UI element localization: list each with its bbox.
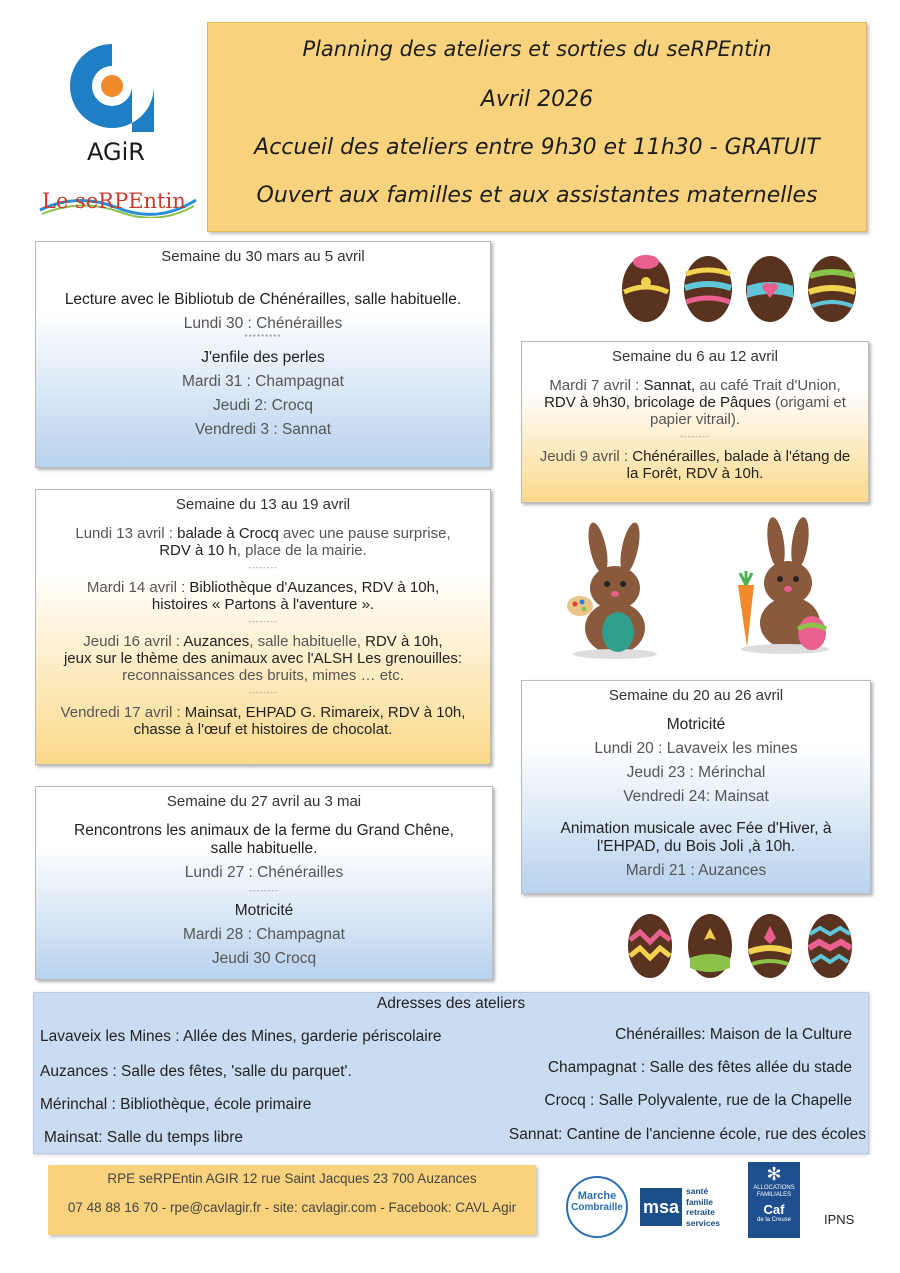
bunny-carrot-illustration <box>730 515 830 655</box>
marche-combraille-logo: Marche Combraille <box>566 1176 628 1238</box>
addresses-title: Adresses des ateliers <box>376 995 526 1012</box>
separator: -------- <box>249 886 279 895</box>
activity-text: Lecture avec le Bibliotub de Chénérailles, salle habituelle. <box>64 291 462 308</box>
serpentin-logo <box>38 186 198 218</box>
msa-logo: msa <box>640 1188 682 1226</box>
activity-text: Mardi 7 avril : Sannat, au café Trait d'Union, RDV à 9h30, bricolage de Pâques (origami et papier vitrail). <box>544 377 846 428</box>
activity-date: Mardi 21 : Auzances <box>625 862 767 879</box>
activity-text: Jeudi 9 avril : Chénérailles, balade à l'étang de la Forêt, RDV à 10h. <box>539 448 851 482</box>
activity-date: Vendredi 3 : Sannat <box>194 421 332 438</box>
address-item: Sannat: Cantine de l'ancienne école, rue des écoles <box>508 1126 866 1143</box>
address-item: Mainsat: Salle du temps libre <box>44 1129 244 1146</box>
header-hours: Accueil des ateliers entre 9h30 et 11h30 - GRATUIT <box>254 135 820 160</box>
activity-date: Lundi 27 : Chénérailles <box>184 864 344 881</box>
addresses-panel <box>33 992 869 1154</box>
serpentin-text: Le seRPEntin <box>42 189 186 213</box>
footer-contact: 07 48 88 16 70 - rpe@cavlagir.fr - site: cavlagir.com - Facebook: CAVL Agir <box>67 1200 517 1215</box>
activity-date: Mardi 28 : Champagnat <box>183 926 345 943</box>
activity-text: Jeudi 16 avril : Auzances, salle habituelle, RDV à 10h, jeux sur le thème des animaux avec l'ALSH Les grenouilles: reconnaissances des bruits, mimes … etc. <box>63 633 463 684</box>
egg-icon <box>622 255 670 322</box>
caf-logo: ✻ ALLOCATIONS FAMILIALES Caf de la Creuse <box>748 1162 800 1238</box>
activity-date: Lundi 30 : Chénérailles <box>183 315 343 332</box>
week-title: Semaine du 20 au 26 avril <box>608 687 784 704</box>
address-item: Mérinchal : Bibliothèque, école primaire <box>40 1096 312 1113</box>
address-item: Auzances : Salle des fêtes, 'salle du parquet'. <box>40 1063 352 1080</box>
week-title: Semaine du 30 mars au 5 avril <box>161 248 365 265</box>
activity-text: Motricité <box>234 902 294 919</box>
egg-icon <box>746 256 794 322</box>
caf-snowflake-icon: ✻ <box>766 1164 782 1184</box>
activity-text: Motricité <box>666 716 726 733</box>
week-title: Semaine du 13 au 19 avril <box>175 496 351 513</box>
address-item: Lavaveix les Mines : Allée des Mines, garderie périscolaire <box>40 1028 442 1045</box>
header-month: Avril 2026 <box>480 87 594 112</box>
address-item: Crocq : Salle Polyvalente, rue de la Chapelle <box>544 1092 852 1109</box>
activity-text: Vendredi 17 avril : Mainsat, EHPAD G. Rimareix, RDV à 10h, chasse à l'œuf et histoires de chocolat. <box>60 704 466 738</box>
activity-text: Rencontrons les animaux de la ferme du Grand Chêne, salle habituelle. <box>74 822 454 857</box>
address-item: Champagnat : Salle des fêtes allée du stade <box>547 1059 852 1076</box>
contact-footer <box>48 1165 536 1235</box>
header-banner <box>207 22 867 232</box>
header-audience: Ouvert aux familles et aux assistantes maternelles <box>256 183 818 208</box>
week-card <box>35 786 493 980</box>
activity-date: Jeudi 23 : Mérinchal <box>626 764 766 781</box>
week-title: Semaine du 6 au 12 avril <box>612 348 778 365</box>
egg-icon <box>628 914 672 978</box>
address-item: Chénérailles: Maison de la Culture <box>615 1026 852 1043</box>
egg-icon <box>684 256 732 322</box>
activity-text: J'enfile des perles <box>201 349 325 366</box>
separator: ********* <box>244 333 282 342</box>
ipns-label: IPNS <box>824 1212 855 1227</box>
activity-date: Lundi 20 : Lavaveix les mines <box>594 740 798 757</box>
week-card <box>35 241 491 468</box>
egg-icon <box>688 914 732 978</box>
easter-eggs-top <box>616 252 864 326</box>
egg-icon <box>808 256 856 322</box>
agir-logo <box>62 42 162 142</box>
header-title: Planning des ateliers et sorties du seRPEntin <box>302 37 772 61</box>
week-card <box>521 680 871 894</box>
bunny-painter-illustration <box>560 520 670 660</box>
activity-date: Jeudi 30 Crocq <box>211 950 317 967</box>
week-card <box>35 489 491 765</box>
week-title: Semaine du 27 avril au 3 mai <box>166 793 362 810</box>
brand-name: AGiR <box>87 138 145 166</box>
egg-icon <box>808 914 852 978</box>
msa-tagline: santé famille retraite services <box>686 1186 721 1228</box>
activity-date: Mardi 31 : Champagnat <box>182 373 344 390</box>
separator: -------- <box>680 432 710 441</box>
activity-text: Animation musicale avec Fée d'Hiver, à l'EHPAD, du Bois Joli ,à 10h. <box>560 820 832 855</box>
egg-icon <box>748 914 792 978</box>
easter-eggs-bottom <box>624 910 860 982</box>
footer-address: RPE seRPEntin AGIR 12 rue Saint Jacques 23 700 Auzances <box>107 1171 477 1186</box>
activity-text: Lundi 13 avril : balade à Crocq avec une pause surprise, RDV à 10 h, place de la mairie. <box>75 525 451 559</box>
activity-date: Vendredi 24: Mainsat <box>623 788 769 805</box>
separator: -------- <box>248 563 278 572</box>
separator: -------- <box>248 617 278 626</box>
week-card <box>521 341 869 503</box>
separator: -------- <box>248 688 278 697</box>
activity-text: Mardi 14 avril : Bibliothèque d'Auzances, RDV à 10h, histoires « Partons à l'aventure ». <box>86 579 440 613</box>
activity-date: Jeudi 2: Crocq <box>213 397 313 414</box>
